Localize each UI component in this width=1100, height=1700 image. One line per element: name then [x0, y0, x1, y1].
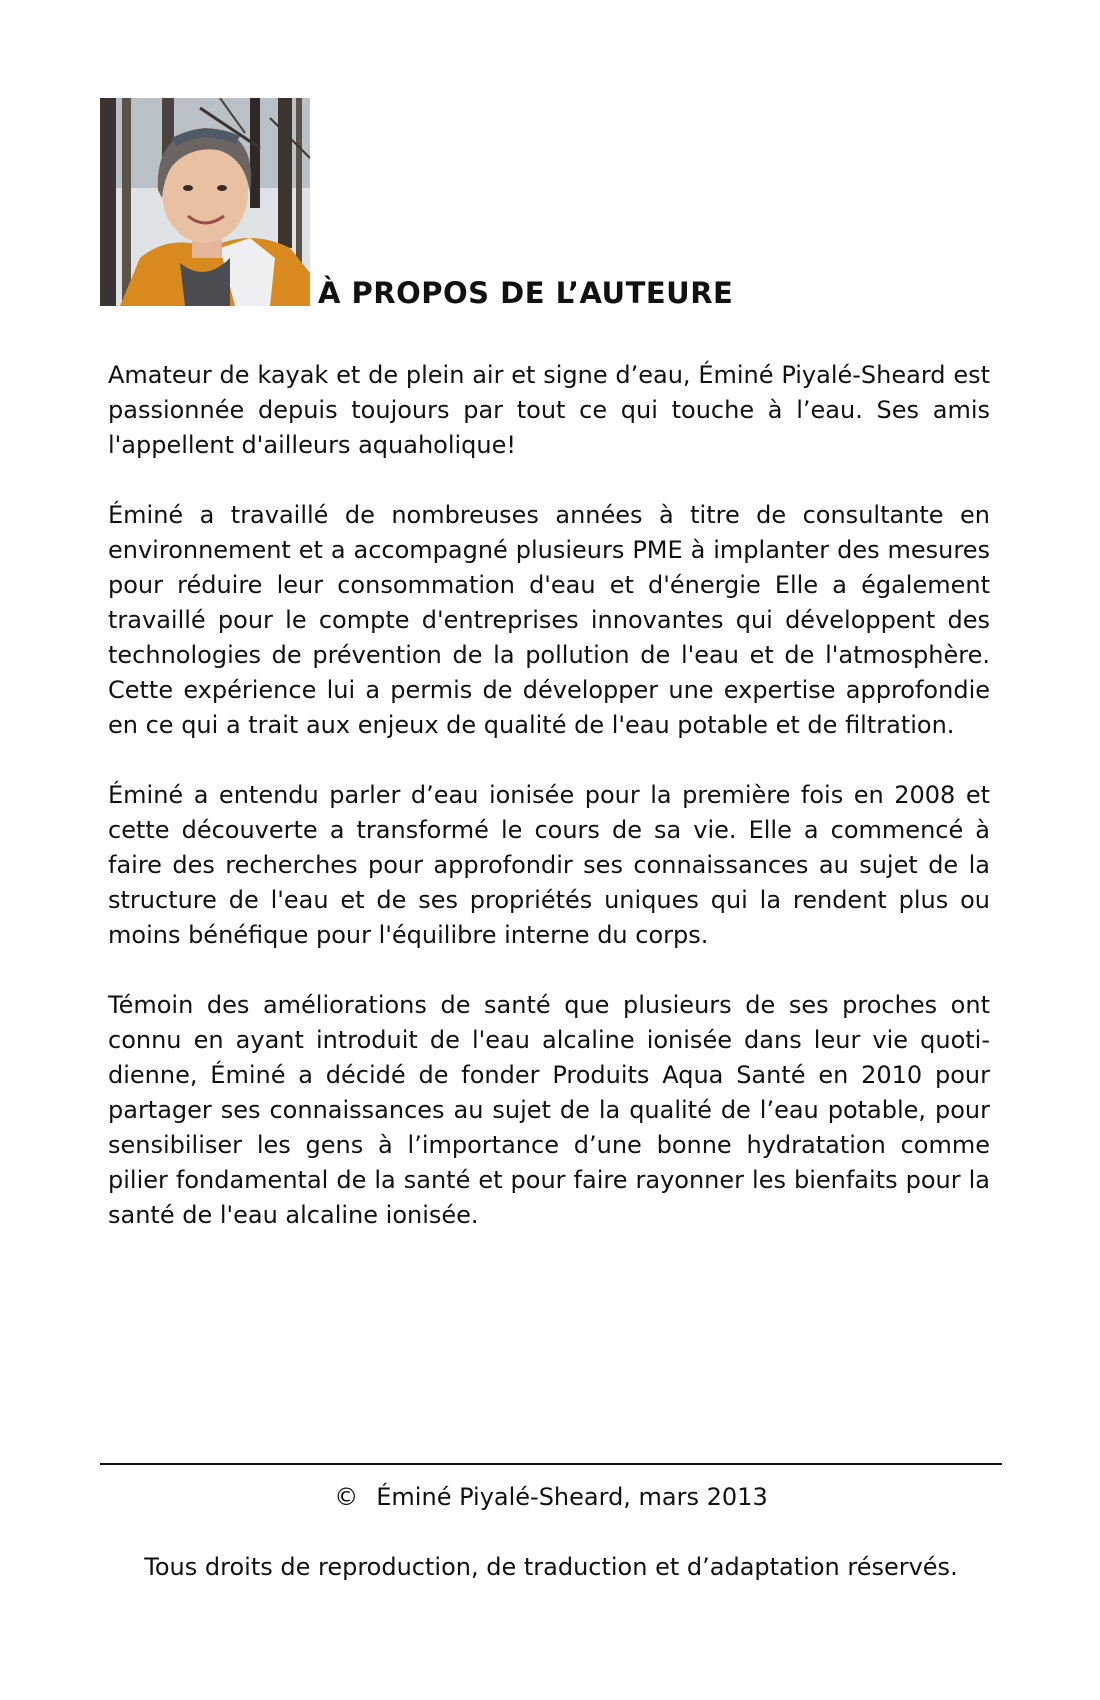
bio-paragraph: Éminé a travaillé de nombreuses années à titre de consultante en environnement et a accompagné plusieurs PME à implanter des mesures pour réduire leur consommation d'eau et d'énergie Elle a également travaillé pour le compte d'entreprises innovantes qui développent des technologies de prévention de la pollution de l'eau et de l'atmosphère. Cette expérience lui a permis de développer une expertise approfondie en ce qui a trait aux enjeux de qualité de l'eau potable et de filtration.	[108, 501, 990, 739]
author-bio	[108, 358, 990, 1268]
bio-paragraph: Témoin des améliorations de santé que plusieurs de ses proches ont connu en ayant introduit de l'eau alcaline ionisée dans leur vie quotidienne, Éminé a décidé de fonder Produits Aqua Santé en 2010 pour partager ses connaissances au sujet de la qualité de l’eau potable, pour sensibiliser les gens à l’importance d’une bonne hydratation comme pilier fondamental de la santé et pour faire rayonner les bienfaits pour la santé de l'eau alcaline ionisée.	[108, 991, 990, 1229]
footer-divider	[100, 1463, 1002, 1465]
bio-paragraph: Éminé a entendu parler d’eau ionisée pour la première fois en 2008 et cette découverte a transformé le cours de sa vie. Elle a commencé à faire des recherches pour approfondir ses connaissances au sujet de la structure de l'eau et de ses propriétés uniques qui la rendent plus ou moins bénéfique pour l'équilibre interne du corps.	[108, 781, 990, 949]
author-photo	[100, 98, 310, 306]
page-title: À PROPOS DE L’AUTEURE	[318, 276, 734, 310]
copyright-text: Éminé Piyalé-Sheard, mars 2013	[376, 1483, 768, 1511]
author-header	[100, 98, 1000, 308]
copyright-line	[100, 1480, 1002, 1514]
rights-notice: Tous droits de reproduction, de traduction et d’adaptation réservés.	[144, 1553, 958, 1581]
copyright-icon: ©	[334, 1483, 359, 1511]
bio-paragraph: Amateur de kayak et de plein air et signe d’eau, Éminé Piyalé-Sheard est passionnée depuis toujours par tout ce qui touche à l’eau. Ses amis l'appellent d'ailleurs aquaholique!	[108, 361, 990, 459]
